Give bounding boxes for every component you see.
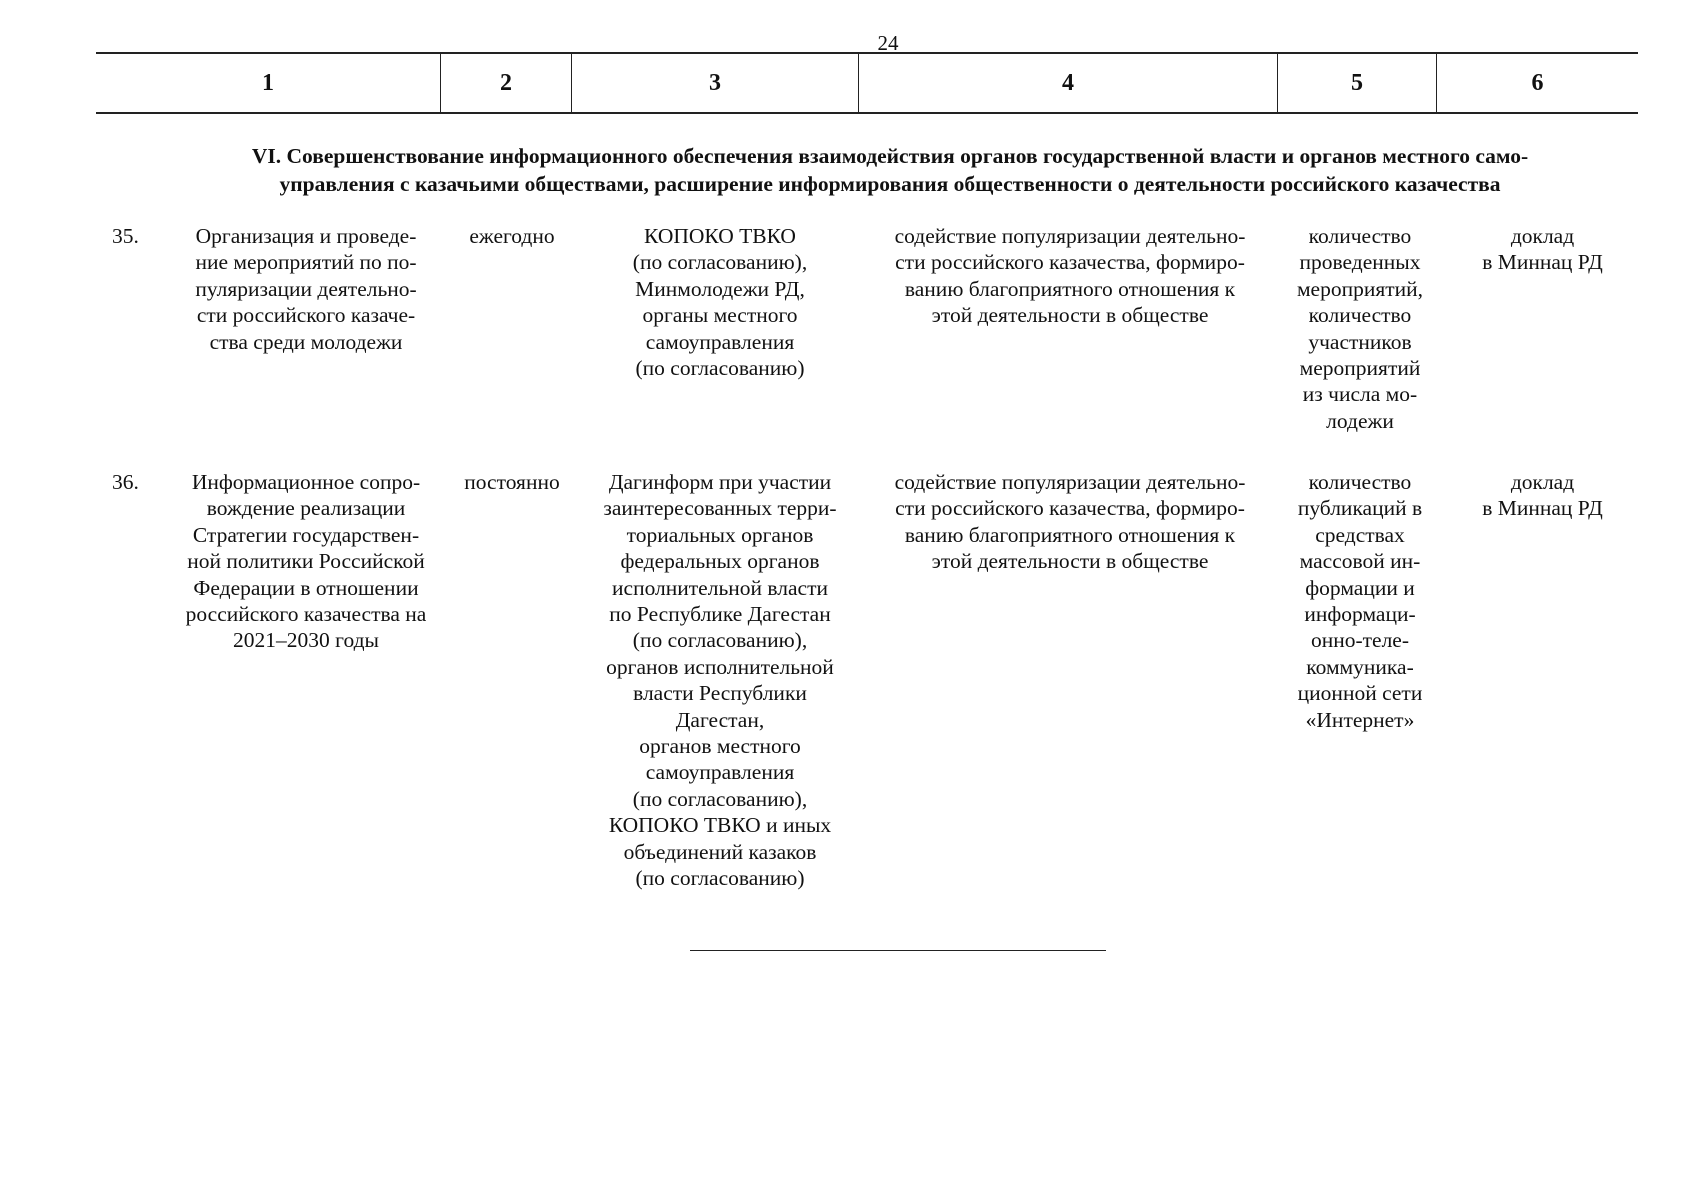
column-header-6: 6 (1436, 54, 1638, 112)
column-header-1: 1 (262, 69, 274, 96)
report-form: доклад в Миннац РД (1482, 224, 1603, 275)
term: постоянно (464, 470, 560, 494)
expected-result: содействие популяризации деятельно- сти российского казачества, формиро- ванию благоприятного отношения к этой деятельности в обществе (894, 224, 1246, 328)
column-number-header (96, 52, 1638, 114)
row-number: 36. (112, 470, 139, 494)
row-number: 35. (112, 224, 139, 248)
executors: КОПОКО ТВКО (по согласованию), Минмолодежи РД, органы местного самоуправления (по согласованию) (632, 224, 808, 381)
term: ежегодно (469, 224, 555, 248)
expected-result: содействие популяризации деятельно- сти российского казачества, формиро- ванию благоприятного отношения к этой деятельности в обществе (894, 470, 1246, 574)
column-header-3: 3 (571, 54, 858, 112)
column-header-2: 2 (440, 54, 571, 112)
report-form: доклад в Миннац РД (1482, 470, 1603, 521)
page-number: 24 (877, 31, 899, 55)
indicator: количество проведенных мероприятий, количество участников мероприятий из числа мо- лодежи (1296, 224, 1424, 433)
indicator: количество публикаций в средствах массовой ин- формации и информаци- онно-теле- коммуника- ционной сети «Интернет» (1297, 470, 1423, 732)
activity-name: Организация и проведе- ние мероприятий по по- пуляризации деятельно- сти российского казаче- ства среди молодежи (195, 224, 417, 354)
activity-name: Информационное сопро- вождение реализации Стратегии государствен- ной политики Российской Федерации в отношении российского казачества на 2021–2030 годы (185, 470, 427, 653)
section-title: VI. Совершенствование информационного обеспечения взаимодействия органов государственной власти и органов местного само- управления с казачьими обществами, расширение информирования общественности о деятельности российского казачества (251, 144, 1529, 196)
column-header-5: 5 (1277, 54, 1436, 112)
end-divider-line (690, 950, 1106, 951)
executors: Дагинформ при участии заинтересованных терри- ториальных органов федеральных органов исполнительной власти по Республике Дагестан (по согласованию), органов исполнительной власти Республики Дагестан, органов местного самоуправления (по согласованию), КОПОКО ТВКО и иных объединений казаков (по согласованию) (603, 470, 837, 891)
column-header-4: 4 (858, 54, 1277, 112)
